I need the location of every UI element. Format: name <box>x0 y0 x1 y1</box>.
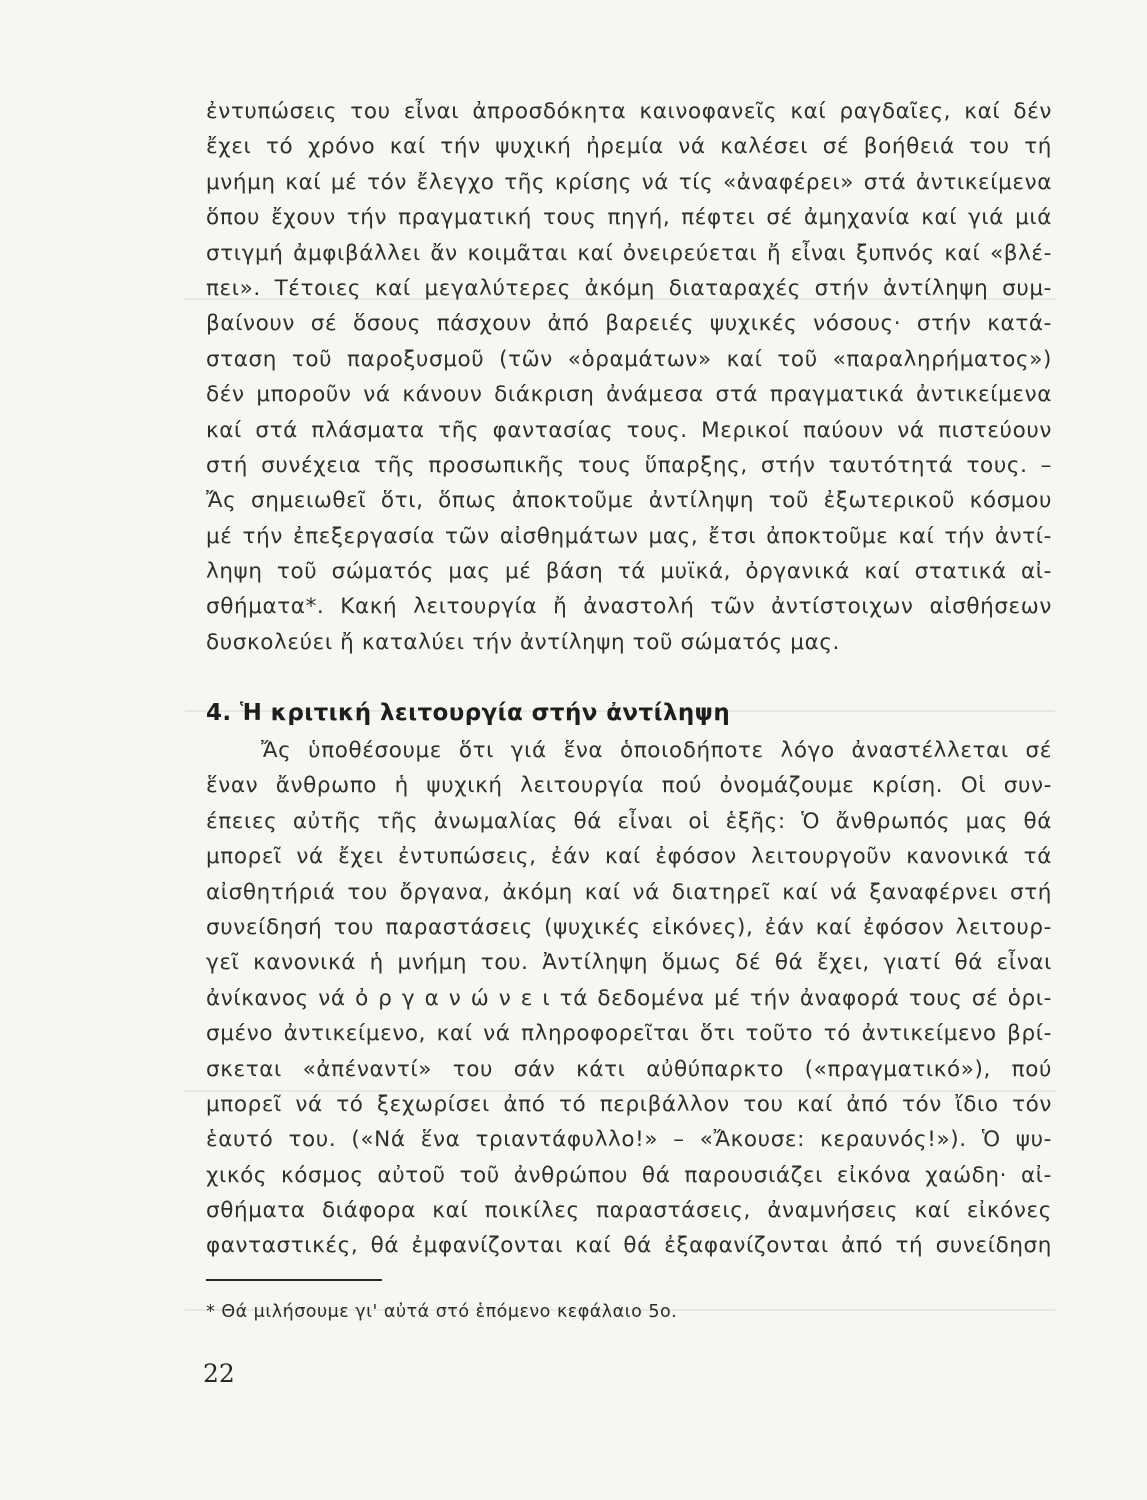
text-line: στή συνέχεια τῆς προσωπικῆς τους ὕπαρξης, στήν ταυτότητά τους. – <box>206 452 1052 478</box>
text-line: δυσκολεύει ἤ καταλύει τήν ἀντίληψη τοῦ σώματός μας. <box>206 629 840 655</box>
text-line: πει». Τέτοιες καί μεγαλύτερες ἀκόμη διαταραχές στήν ἀντίληψη συμ- <box>206 275 1052 301</box>
text-line: βαίνουν σέ ὅσους πάσχουν ἀπό βαρειές ψυχικές νόσους· στήν κατά- <box>206 311 1052 337</box>
text-line: ὅπου ἔχουν τήν πραγματική τους πηγή, πέφτει σέ ἀμηχανία καί γιά μιά <box>206 205 1052 231</box>
footnote-divider <box>206 1279 382 1281</box>
text-line: ἐντυπώσεις του εἶναι ἀπροσδόκητα καινοφανεῖς καί ραγδαῖες, καί δέν <box>206 99 1052 124</box>
paragraph-1 <box>206 94 1052 660</box>
text-line: χικός κόσμος αὐτοῦ τοῦ ἀνθρώπου θά παρουσιάζει εἰκόνα χαώδη· αἰ- <box>206 1162 1052 1188</box>
text-line: μπορεῖ νά τό ξεχωρίσει ἀπό τό περιβάλλον του καί ἀπό τόν ἴδιο τόν <box>206 1091 1052 1117</box>
text-line: σθήματα διάφορα καί ποικίλες παραστάσεις, ἀναμνήσεις καί εἰκόνες <box>206 1198 1052 1224</box>
text-line: συνείδησή του παραστάσεις (ψυχικές εἰκόνες), ἐάν καί ἐφόσον λειτουρ- <box>206 914 1052 940</box>
text-line: γεῖ κανονικά ἡ μνήμη του. Ἀντίληψη ὅμως δέ θά ἔχει, γιατί θά εἶναι <box>206 950 1052 976</box>
text-line: ἕναν ἄνθρωπο ἡ ψυχική λειτουργία πού ὀνομάζουμε κρίση. Οἱ συν- <box>206 773 1052 799</box>
text-line: ληψη τοῦ σώματός μας μέ βάση τά μυϊκά, ὀργανικά καί στατικά αἰ- <box>206 559 1052 585</box>
text-line: δέν μποροῦν νά κάνουν διάκριση ἀνάμεσα στά πραγματικά ἀντικείμενα <box>206 382 1052 408</box>
paragraph-2 <box>206 733 1052 1264</box>
text-line: ἔχει τό χρόνο καί τήν ψυχική ἠρεμία νά καλέσει σέ βοήθειά του τή <box>206 134 1052 160</box>
text-line: σμένο ἀντικείμενο, καί νά πληροφορεῖται ὅτι τοῦτο τό ἀντικείμενο βρί- <box>206 1021 1052 1047</box>
text-line: αἰσθητήριά του ὄργανα, ἀκόμη καί νά διατηρεῖ καί νά ξαναφέρνει στή <box>206 879 1052 905</box>
text-line: μνήμη καί μέ τόν ἔλεγχο τῆς κρίσης νά τίς «ἀναφέρει» στά ἀντικείμενα <box>206 169 1052 195</box>
text-line: στιγμή ἀμφιβάλλει ἄν κοιμᾶται καί ὀνειρεύεται ἤ εἶναι ξυπνός καί «βλέ- <box>206 240 1052 266</box>
section-heading: 4. Ἡ κριτική λειτουργία στήν ἀντίληψη <box>206 700 731 726</box>
text-line: έπειες αὐτῆς τῆς ἀνωμαλίας θά εἶναι οἱ ἑξῆς: Ὁ ἄνθρωπός μας θά <box>206 808 1052 834</box>
text-line: μπορεῖ νά ἔχει ἐντυπώσεις, ἐάν καί ἐφόσον λειτουργοῦν κανονικά τά <box>206 844 1052 870</box>
text-line: μέ τήν ἐπεξεργασία τῶν αἰσθημάτων μας, ἔτσι ἀποκτοῦμε καί τήν ἀντί- <box>206 523 1052 549</box>
text-line: σκεται «ἀπέναντί» του σάν κάτι αὐθύπαρκτο («πραγματικό»), πού <box>206 1056 1052 1082</box>
text-line: σθήματα*. Κακή λειτουργία ἤ ἀναστολή τῶν ἀντίστοιχων αἰσθήσεων <box>206 594 1052 620</box>
page-number: 22 <box>203 1359 235 1388</box>
footnote: * Θά μιλήσουμε γι' αὐτά στό ἑπόμενο κεφάλαιο 5ο. <box>206 1302 678 1322</box>
text-line: Ἄς ὑποθέσουμε ὅτι γιά ἕνα ὁποιοδήποτε λόγο ἀναστέλλεται σέ <box>261 738 1052 763</box>
text-line: σταση τοῦ παροξυσμοῦ (τῶν «ὁραμάτων» καί τοῦ «παραληρήματος») <box>206 346 1052 372</box>
text-line: ἀνίκανος νά ὀ ρ γ α ν ώ ν ε ι τά δεδομένα μέ τήν ἀναφορά τους σέ ὁρι- <box>206 985 1052 1011</box>
text-line: ἑαυτό του. («Νά ἕνα τριαντάφυλλο!» – «Ἄκουσε: κεραυνός!»). Ὁ ψυ- <box>206 1127 1052 1153</box>
text-line: Ἄς σημειωθεῖ ὅτι, ὅπως ἀποκτοῦμε ἀντίληψη τοῦ ἐξωτερικοῦ κόσμου <box>206 488 1052 514</box>
text-line: καί στά πλάσματα τῆς φαντασίας τους. Μερικοί παύουν νά πιστεύουν <box>206 417 1052 443</box>
text-line: φανταστικές, θά ἐμφανίζονται καί θά ἐξαφανίζονται ἀπό τή συνείδηση <box>206 1233 1052 1259</box>
